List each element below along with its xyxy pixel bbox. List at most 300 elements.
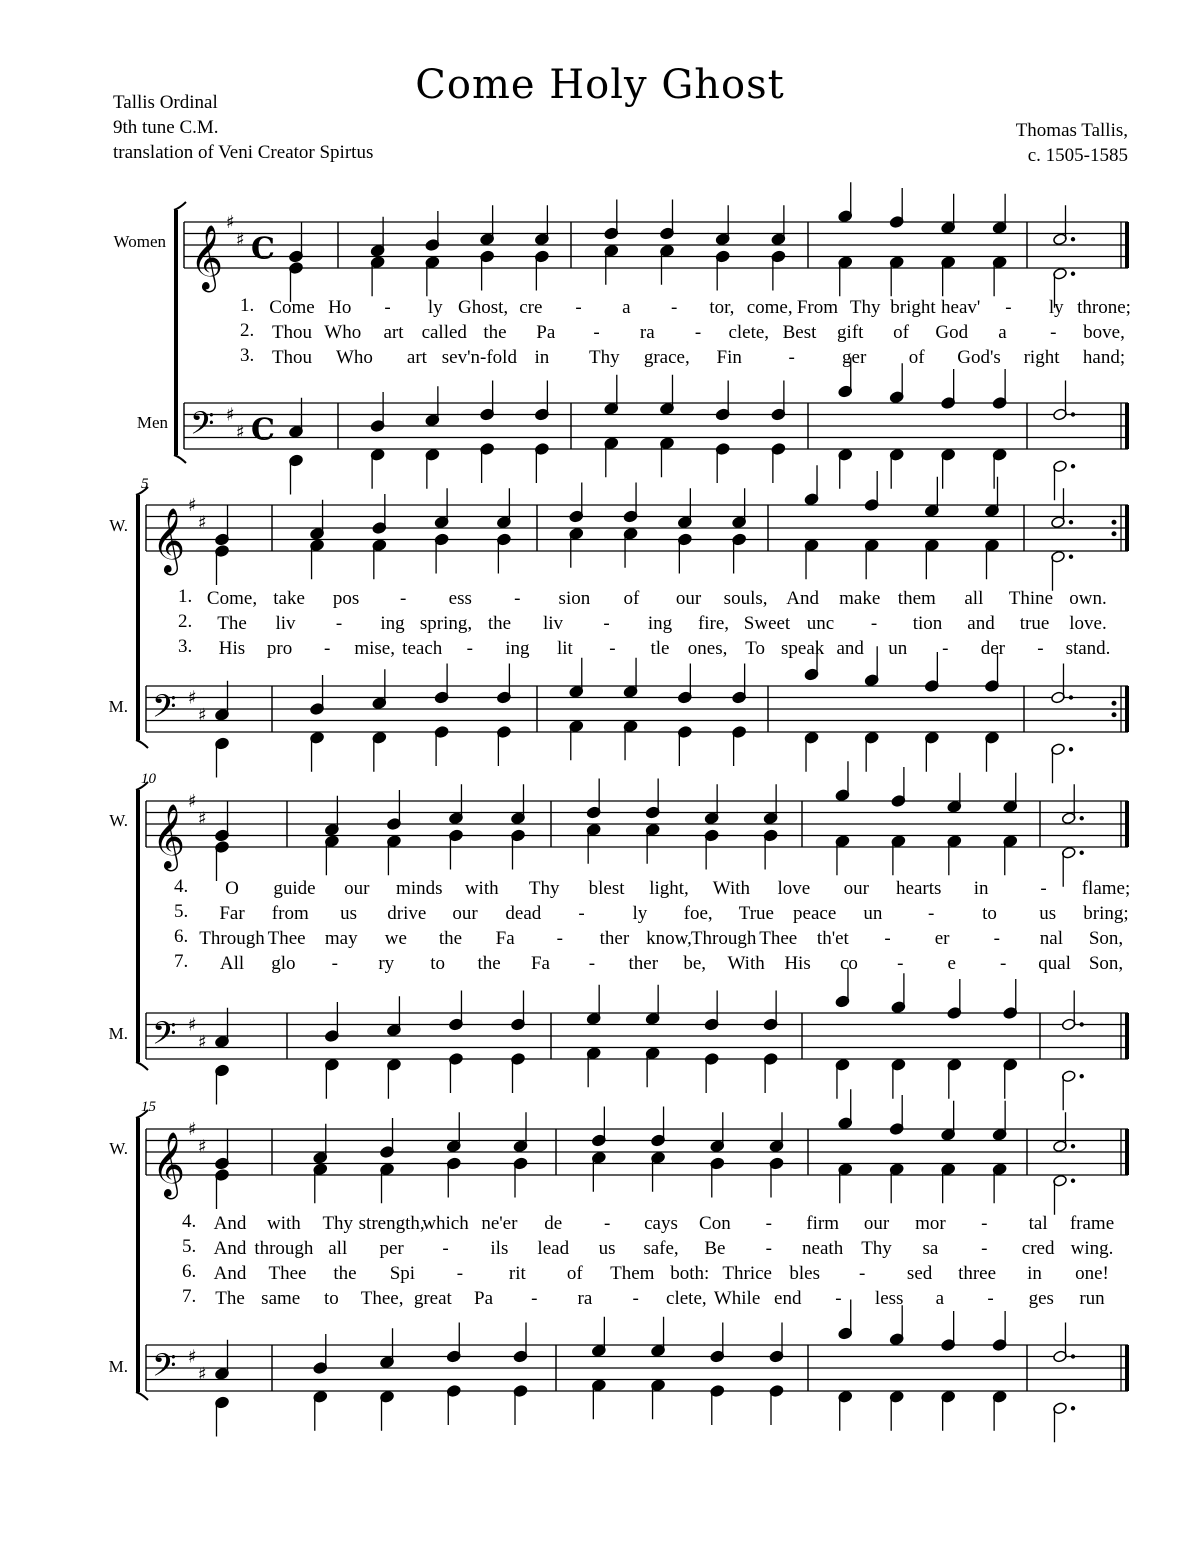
lyric-hyphen: - — [578, 903, 585, 924]
lyric-syllable: frame — [1069, 1213, 1115, 1234]
lyric-syllable: Thee, — [360, 1288, 404, 1309]
composer-dates: c. 1505-1585 — [1027, 145, 1128, 166]
lyric-syllable: mise, — [354, 638, 395, 659]
lyric-syllable: Thee — [268, 1263, 307, 1284]
lyric-syllable: The — [217, 613, 247, 634]
lyric-syllable: our — [675, 588, 702, 609]
lyric-syllable: Sweet — [743, 613, 791, 634]
key-sharp: ♯ — [236, 421, 245, 443]
lyric-syllable: strength, — [358, 1213, 425, 1234]
lyric-syllable: safe, — [643, 1238, 679, 1259]
tune-name: Tallis Ordinal — [113, 92, 218, 113]
lyric-syllable: And — [213, 1238, 247, 1259]
lyric-syllable: cays — [644, 1213, 678, 1234]
lyric-syllable: with — [266, 1213, 301, 1234]
lyric-hyphen: - — [981, 1213, 988, 1234]
tune-note: translation of Veni Creator Spirtus — [113, 142, 374, 163]
lyric-syllable: hearts — [896, 878, 942, 899]
augmentation-dot — [1069, 747, 1073, 751]
lyric-syllable: both: — [670, 1263, 710, 1284]
lyric-syllable: rit — [508, 1263, 526, 1284]
augmentation-dot — [1069, 695, 1073, 699]
lyric-syllable: Thy — [849, 297, 881, 318]
lyric-syllable: may — [324, 928, 358, 949]
part-label-m-3: M. — [108, 1024, 128, 1043]
lyric-hyphen: - — [993, 928, 1000, 949]
lyric-hyphen: - — [603, 1213, 611, 1234]
lyric-syllable: liv — [542, 613, 564, 634]
lyric-syllable: tal — [1028, 1213, 1048, 1234]
augmentation-dot — [1080, 1022, 1084, 1026]
system-bracket — [174, 202, 186, 210]
lyric-syllable: Who — [324, 322, 362, 343]
lyric-hyphen: - — [632, 1288, 639, 1309]
lyric-syllable: true — [1019, 613, 1050, 634]
lyric-syllable: ger — [842, 347, 867, 368]
lyric-syllable: Thee — [267, 928, 306, 949]
lyric-syllable: neath — [802, 1238, 844, 1259]
lyric-syllable: His — [784, 953, 811, 974]
lyric-syllable: one! — [1075, 1263, 1109, 1284]
lyric-syllable: less — [874, 1288, 904, 1309]
lyric-syllable: peace — [793, 903, 837, 924]
lyric-syllable: three — [958, 1263, 997, 1284]
key-sharp: ♯ — [188, 1346, 197, 1368]
lyric-syllable: der — [980, 638, 1006, 659]
bass-clef: 𝄢 — [152, 1014, 177, 1059]
augmentation-dot — [1071, 1144, 1075, 1148]
augmentation-dot — [1071, 412, 1075, 416]
lyric-syllable: we — [384, 928, 407, 949]
lyric-hyphen: - — [466, 638, 473, 659]
page-title: Come Holy Ghost — [415, 62, 785, 108]
key-sharp: ♯ — [198, 808, 207, 830]
lyric-syllable: us — [598, 1238, 616, 1259]
tune-meter: 9th tune C.M. — [113, 117, 219, 138]
lyric-syllable: love — [777, 878, 811, 899]
lyric-syllable: sion — [558, 588, 591, 609]
lyric-syllable: hand; — [1082, 347, 1126, 368]
augmentation-dot — [1080, 851, 1084, 855]
lyric-syllable: to — [982, 903, 997, 924]
lyric-syllable: throne; — [1077, 297, 1131, 318]
lyric-syllable: And — [213, 1213, 247, 1234]
lyric-syllable: Thee — [759, 928, 798, 949]
lyric-syllable: us — [340, 903, 357, 924]
lyric-syllable: the — [438, 928, 463, 949]
lyric-syllable: with — [464, 878, 499, 899]
lyric-syllable: Pa — [536, 322, 556, 343]
lyric-hyphen: - — [1050, 322, 1057, 343]
verse-number: 6. — [182, 1261, 197, 1282]
lyric-syllable: Fin — [716, 347, 742, 368]
lyric-syllable: in — [1027, 1263, 1042, 1284]
verse-number: 5. — [182, 1236, 197, 1257]
lyric-syllable: run — [1079, 1288, 1105, 1309]
lyric-syllable: heav' — [941, 297, 981, 318]
augmentation-dot — [1071, 1354, 1075, 1358]
system-bracket — [136, 1392, 148, 1400]
verse-number: 1. — [240, 295, 255, 316]
lyric-syllable: and — [836, 638, 864, 659]
part-label-m-2: M. — [108, 697, 128, 716]
lyric-syllable: Thrice — [722, 1263, 772, 1284]
lyric-syllable: All — [219, 953, 245, 974]
augmentation-dot — [1069, 520, 1073, 524]
lyric-syllable: make — [839, 588, 881, 609]
lyric-syllable: bring; — [1083, 903, 1129, 924]
lyric-syllable: of — [623, 588, 640, 609]
lyric-hyphen: - — [981, 1238, 988, 1259]
lyric-syllable: them — [897, 588, 936, 609]
lyric-syllable: With — [712, 878, 751, 899]
lyric-syllable: Ghost, — [457, 297, 509, 318]
lyric-hyphen: - — [588, 953, 596, 974]
measure-number: 5 — [141, 476, 149, 492]
composer-name: Thomas Tallis, — [1015, 120, 1128, 141]
lyric-syllable: True — [738, 903, 774, 924]
key-sharp: ♯ — [188, 495, 197, 516]
lyric-hyphen: - — [928, 903, 935, 924]
lyric-syllable: cre — [519, 297, 543, 318]
lyric-syllable: all — [964, 588, 984, 609]
lyric-syllable: tion — [912, 613, 943, 634]
lyric-syllable: ra — [639, 322, 655, 343]
key-sharp: ♯ — [188, 1119, 197, 1140]
lyric-syllable: and — [967, 613, 995, 634]
lyric-syllable: sed — [906, 1263, 933, 1284]
lyric-syllable: Thou — [271, 322, 313, 343]
lyric-syllable: in — [973, 878, 989, 899]
lyric-syllable: O — [225, 878, 239, 899]
lyric-syllable: mor — [915, 1213, 946, 1234]
key-sharp: ♯ — [226, 212, 235, 233]
lyric-syllable: tle — [650, 638, 670, 659]
lyric-syllable: Far — [219, 903, 245, 924]
lyric-syllable: the — [487, 613, 512, 634]
lyric-hyphen: - — [323, 638, 331, 659]
lyric-syllable: us — [1039, 903, 1057, 924]
lyric-syllable: liv — [275, 613, 296, 634]
lyric-syllable: end — [774, 1288, 802, 1309]
lyric-syllable: qual — [1038, 953, 1071, 974]
augmentation-dot — [1071, 1406, 1075, 1410]
lyric-syllable: God's — [957, 347, 1001, 368]
lyric-syllable: ess — [448, 588, 472, 609]
lyric-syllable: ra — [577, 1288, 593, 1309]
lyric-hyphen: - — [694, 322, 702, 343]
lyric-syllable: er — [934, 928, 950, 949]
lyric-syllable: stand. — [1065, 638, 1111, 659]
lyric-hyphen: - — [556, 928, 563, 949]
lyric-syllable: Through — [199, 928, 265, 949]
key-sharp: ♯ — [198, 512, 207, 534]
verse-number: 4. — [182, 1211, 197, 1232]
lyric-syllable: Be — [704, 1238, 726, 1259]
lyric-hyphen: - — [442, 1238, 449, 1259]
lyric-syllable: ther — [628, 953, 659, 974]
lyric-syllable: From — [796, 297, 838, 318]
lyric-syllable: And — [213, 1263, 247, 1284]
system-bracket — [136, 1062, 148, 1070]
lyric-syllable: spring, — [419, 613, 473, 634]
lyric-hyphen: - — [897, 953, 904, 974]
verse-number: 2. — [240, 320, 255, 341]
lyric-syllable: Thy — [861, 1238, 892, 1259]
verse-number: 3. — [240, 345, 255, 366]
augmentation-dot — [1071, 1179, 1075, 1183]
lyric-syllable: While — [713, 1288, 761, 1309]
lyric-hyphen: - — [1000, 953, 1007, 974]
lyric-syllable: tor, — [709, 297, 735, 318]
lyric-hyphen: - — [835, 1288, 842, 1309]
lyric-syllable: lit — [556, 638, 573, 659]
lyric-hyphen: - — [788, 347, 795, 368]
lyric-syllable: which — [422, 1213, 469, 1234]
lyric-hyphen: - — [765, 1213, 772, 1234]
time-signature: C — [251, 231, 275, 267]
lyric-syllable: Thou — [271, 347, 313, 368]
lyric-syllable: ry — [378, 953, 395, 974]
lyric-hyphen: - — [575, 297, 582, 318]
lyric-syllable: all — [328, 1238, 348, 1259]
lyric-syllable: own. — [1069, 588, 1107, 609]
verse-number: 3. — [178, 636, 193, 657]
lyric-syllable: pos — [332, 588, 360, 609]
part-label-w-4: W. — [109, 1139, 128, 1158]
verse-number: 2. — [178, 611, 193, 632]
system-bracket — [136, 740, 148, 748]
key-sharp: ♯ — [198, 1363, 207, 1385]
lyric-syllable: of — [893, 322, 909, 343]
lyric-syllable: lead — [537, 1238, 570, 1259]
lyric-syllable: clete, — [666, 1288, 707, 1309]
lyric-syllable: teach — [402, 638, 443, 659]
lyric-syllable: ther — [599, 928, 630, 949]
lyric-hyphen: - — [514, 588, 521, 609]
augmentation-dot — [1080, 1074, 1084, 1078]
system-bracket — [136, 782, 148, 790]
augmentation-dot — [1069, 555, 1073, 559]
lyric-syllable: Fa — [530, 953, 550, 974]
lyric-syllable: ing — [380, 613, 405, 634]
lyric-syllable: the — [477, 953, 501, 974]
lyric-syllable: foe, — [683, 903, 713, 924]
lyric-syllable: ils — [490, 1238, 509, 1259]
lyric-syllable: ones, — [687, 638, 728, 659]
lyric-syllable: glo — [271, 953, 296, 974]
lyric-syllable: our — [863, 1213, 890, 1234]
lyric-hyphen: - — [765, 1238, 772, 1259]
lyric-syllable: to — [430, 953, 446, 974]
lyric-syllable: flame; — [1081, 878, 1131, 899]
lyric-syllable: our — [843, 878, 869, 899]
lyric-syllable: gift — [837, 322, 864, 343]
lyric-syllable: Spi — [389, 1263, 416, 1284]
lyric-syllable: of — [566, 1263, 583, 1284]
treble-clef: 𝄞 — [152, 1132, 186, 1197]
lyric-syllable: ing — [505, 638, 530, 659]
lyric-syllable: Son, — [1088, 928, 1124, 949]
lyric-syllable: ly — [427, 297, 443, 318]
measure-number: 10 — [141, 771, 156, 787]
lyric-syllable: art — [406, 347, 427, 368]
lyric-hyphen: - — [1040, 878, 1047, 899]
lyric-hyphen: - — [400, 588, 407, 609]
treble-clef: 𝄞 — [190, 225, 224, 290]
part-label-m-4: M. — [108, 1357, 128, 1376]
augmentation-dot — [1071, 464, 1075, 468]
key-sharp: ♯ — [188, 1014, 197, 1036]
lyric-hyphen: - — [884, 928, 891, 949]
lyric-syllable: God — [935, 322, 969, 343]
lyric-syllable: Come — [269, 297, 315, 318]
lyric-syllable: bright — [890, 297, 936, 318]
key-sharp: ♯ — [236, 229, 245, 251]
lyric-syllable: take — [273, 588, 305, 609]
key-sharp: ♯ — [198, 1031, 207, 1053]
repeat-dot — [1112, 712, 1117, 717]
lyric-syllable: co — [839, 953, 858, 974]
lyric-syllable: great — [413, 1288, 452, 1309]
part-label-w-3: W. — [109, 811, 128, 830]
lyric-hyphen: - — [456, 1263, 464, 1284]
lyric-syllable: firm — [806, 1213, 839, 1234]
lyric-syllable: Come, — [206, 588, 258, 609]
lyric-syllable: Thine — [1008, 588, 1054, 609]
lyric-syllable: ly — [632, 903, 648, 924]
lyric-syllable: same — [261, 1288, 301, 1309]
part-label-w-2: W. — [109, 516, 128, 535]
lyric-syllable: sev'n-fold — [441, 347, 517, 368]
lyric-syllable: come, — [746, 297, 793, 318]
lyric-hyphen: - — [531, 1288, 538, 1309]
lyric-hyphen: - — [335, 613, 343, 634]
lyric-syllable: love. — [1069, 613, 1107, 634]
augmentation-dot — [1071, 237, 1075, 241]
lyric-syllable: bove, — [1083, 322, 1125, 343]
lyric-syllable: drive — [387, 903, 427, 924]
lyric-syllable: to — [324, 1288, 339, 1309]
lyric-syllable: fire, — [697, 613, 730, 634]
lyric-syllable: grace, — [643, 347, 690, 368]
lyric-syllable: e — [947, 953, 956, 974]
verse-number: 7. — [182, 1286, 197, 1307]
lyric-syllable: minds — [396, 878, 443, 899]
system-bracket — [136, 1110, 148, 1118]
lyric-syllable: the — [333, 1263, 357, 1284]
lyric-syllable: cred — [1021, 1238, 1055, 1259]
lyric-syllable: of — [908, 347, 925, 368]
lyric-syllable: Thy — [528, 878, 560, 899]
system-bracket — [174, 455, 186, 463]
measure-number: 15 — [141, 1099, 156, 1115]
lyric-syllable: Son, — [1088, 953, 1124, 974]
augmentation-dot — [1080, 816, 1084, 820]
lyric-syllable: To — [745, 638, 765, 659]
lyric-syllable: ges — [1028, 1288, 1054, 1309]
treble-clef: 𝄞 — [152, 804, 186, 869]
verse-number: 1. — [178, 586, 193, 607]
part-label-men: Men — [136, 413, 168, 432]
lyric-syllable: nal — [1039, 928, 1063, 949]
lyric-syllable: Pa — [474, 1288, 494, 1309]
lyric-hyphen: - — [593, 322, 600, 343]
lyric-syllable: souls, — [723, 588, 768, 609]
lyric-syllable: clete, — [728, 322, 770, 343]
treble-clef: 𝄞 — [152, 508, 186, 573]
repeat-dot — [1112, 701, 1117, 706]
lyric-syllable: un — [888, 638, 908, 659]
lyric-syllable: per — [379, 1238, 404, 1259]
bass-clef: 𝄢 — [152, 1346, 177, 1391]
lyric-syllable: The — [215, 1288, 245, 1309]
key-sharp: ♯ — [198, 1136, 207, 1158]
lyric-syllable: Fa — [495, 928, 515, 949]
lyric-syllable: Con — [699, 1213, 731, 1234]
key-sharp: ♯ — [226, 404, 235, 426]
lyric-syllable: Thy — [322, 1213, 354, 1234]
lyric-hyphen: - — [1037, 638, 1044, 659]
lyric-syllable: art — [383, 322, 404, 343]
lyric-hyphen: - — [384, 297, 391, 318]
lyric-hyphen: - — [987, 1288, 994, 1309]
lyric-syllable: through — [254, 1238, 314, 1259]
lyric-syllable: know, — [646, 928, 692, 949]
system-bracket — [136, 487, 148, 495]
lyric-syllable: a — [622, 297, 631, 318]
lyric-syllable: sa — [922, 1238, 939, 1259]
lyric-syllable: Who — [335, 347, 373, 368]
lyric-syllable: bles — [789, 1263, 820, 1284]
lyric-syllable: With — [727, 953, 765, 974]
bass-clef: 𝄢 — [152, 687, 177, 732]
lyric-syllable: blest — [588, 878, 625, 899]
lyric-syllable: th'et — [816, 928, 849, 949]
lyric-syllable: Through — [690, 928, 757, 949]
lyric-syllable: wing. — [1070, 1238, 1114, 1259]
lyric-syllable: called — [421, 322, 467, 343]
verse-number: 6. — [174, 926, 189, 947]
key-sharp: ♯ — [188, 687, 197, 709]
augmentation-dot — [1071, 272, 1075, 276]
time-signature: C — [251, 412, 275, 448]
lyric-syllable: Ho — [328, 297, 352, 318]
lyric-syllable: a — [998, 322, 1007, 343]
lyric-syllable: right — [1023, 347, 1060, 368]
lyric-hyphen: - — [870, 613, 878, 634]
bass-clef: 𝄢 — [190, 404, 215, 449]
lyric-syllable: speak — [781, 638, 825, 659]
lyric-syllable: guide — [273, 878, 316, 899]
lyric-syllable: ly — [1048, 297, 1064, 318]
lyric-syllable: from — [271, 903, 309, 924]
lyric-syllable: Best — [782, 322, 817, 343]
lyric-syllable: our — [452, 903, 478, 924]
key-sharp: ♯ — [198, 704, 207, 726]
verse-number: 4. — [174, 876, 189, 897]
lyric-hyphen: - — [331, 953, 338, 974]
lyric-syllable: be, — [683, 953, 707, 974]
lyric-syllable: in — [534, 347, 550, 368]
lyric-syllable: And — [786, 588, 820, 609]
lyric-syllable: our — [344, 878, 370, 899]
lyric-syllable: Them — [610, 1263, 655, 1284]
lyric-hyphen: - — [858, 1263, 866, 1284]
lyric-syllable: de — [544, 1213, 563, 1234]
lyric-hyphen: - — [1005, 297, 1012, 318]
repeat-dot — [1112, 531, 1117, 536]
